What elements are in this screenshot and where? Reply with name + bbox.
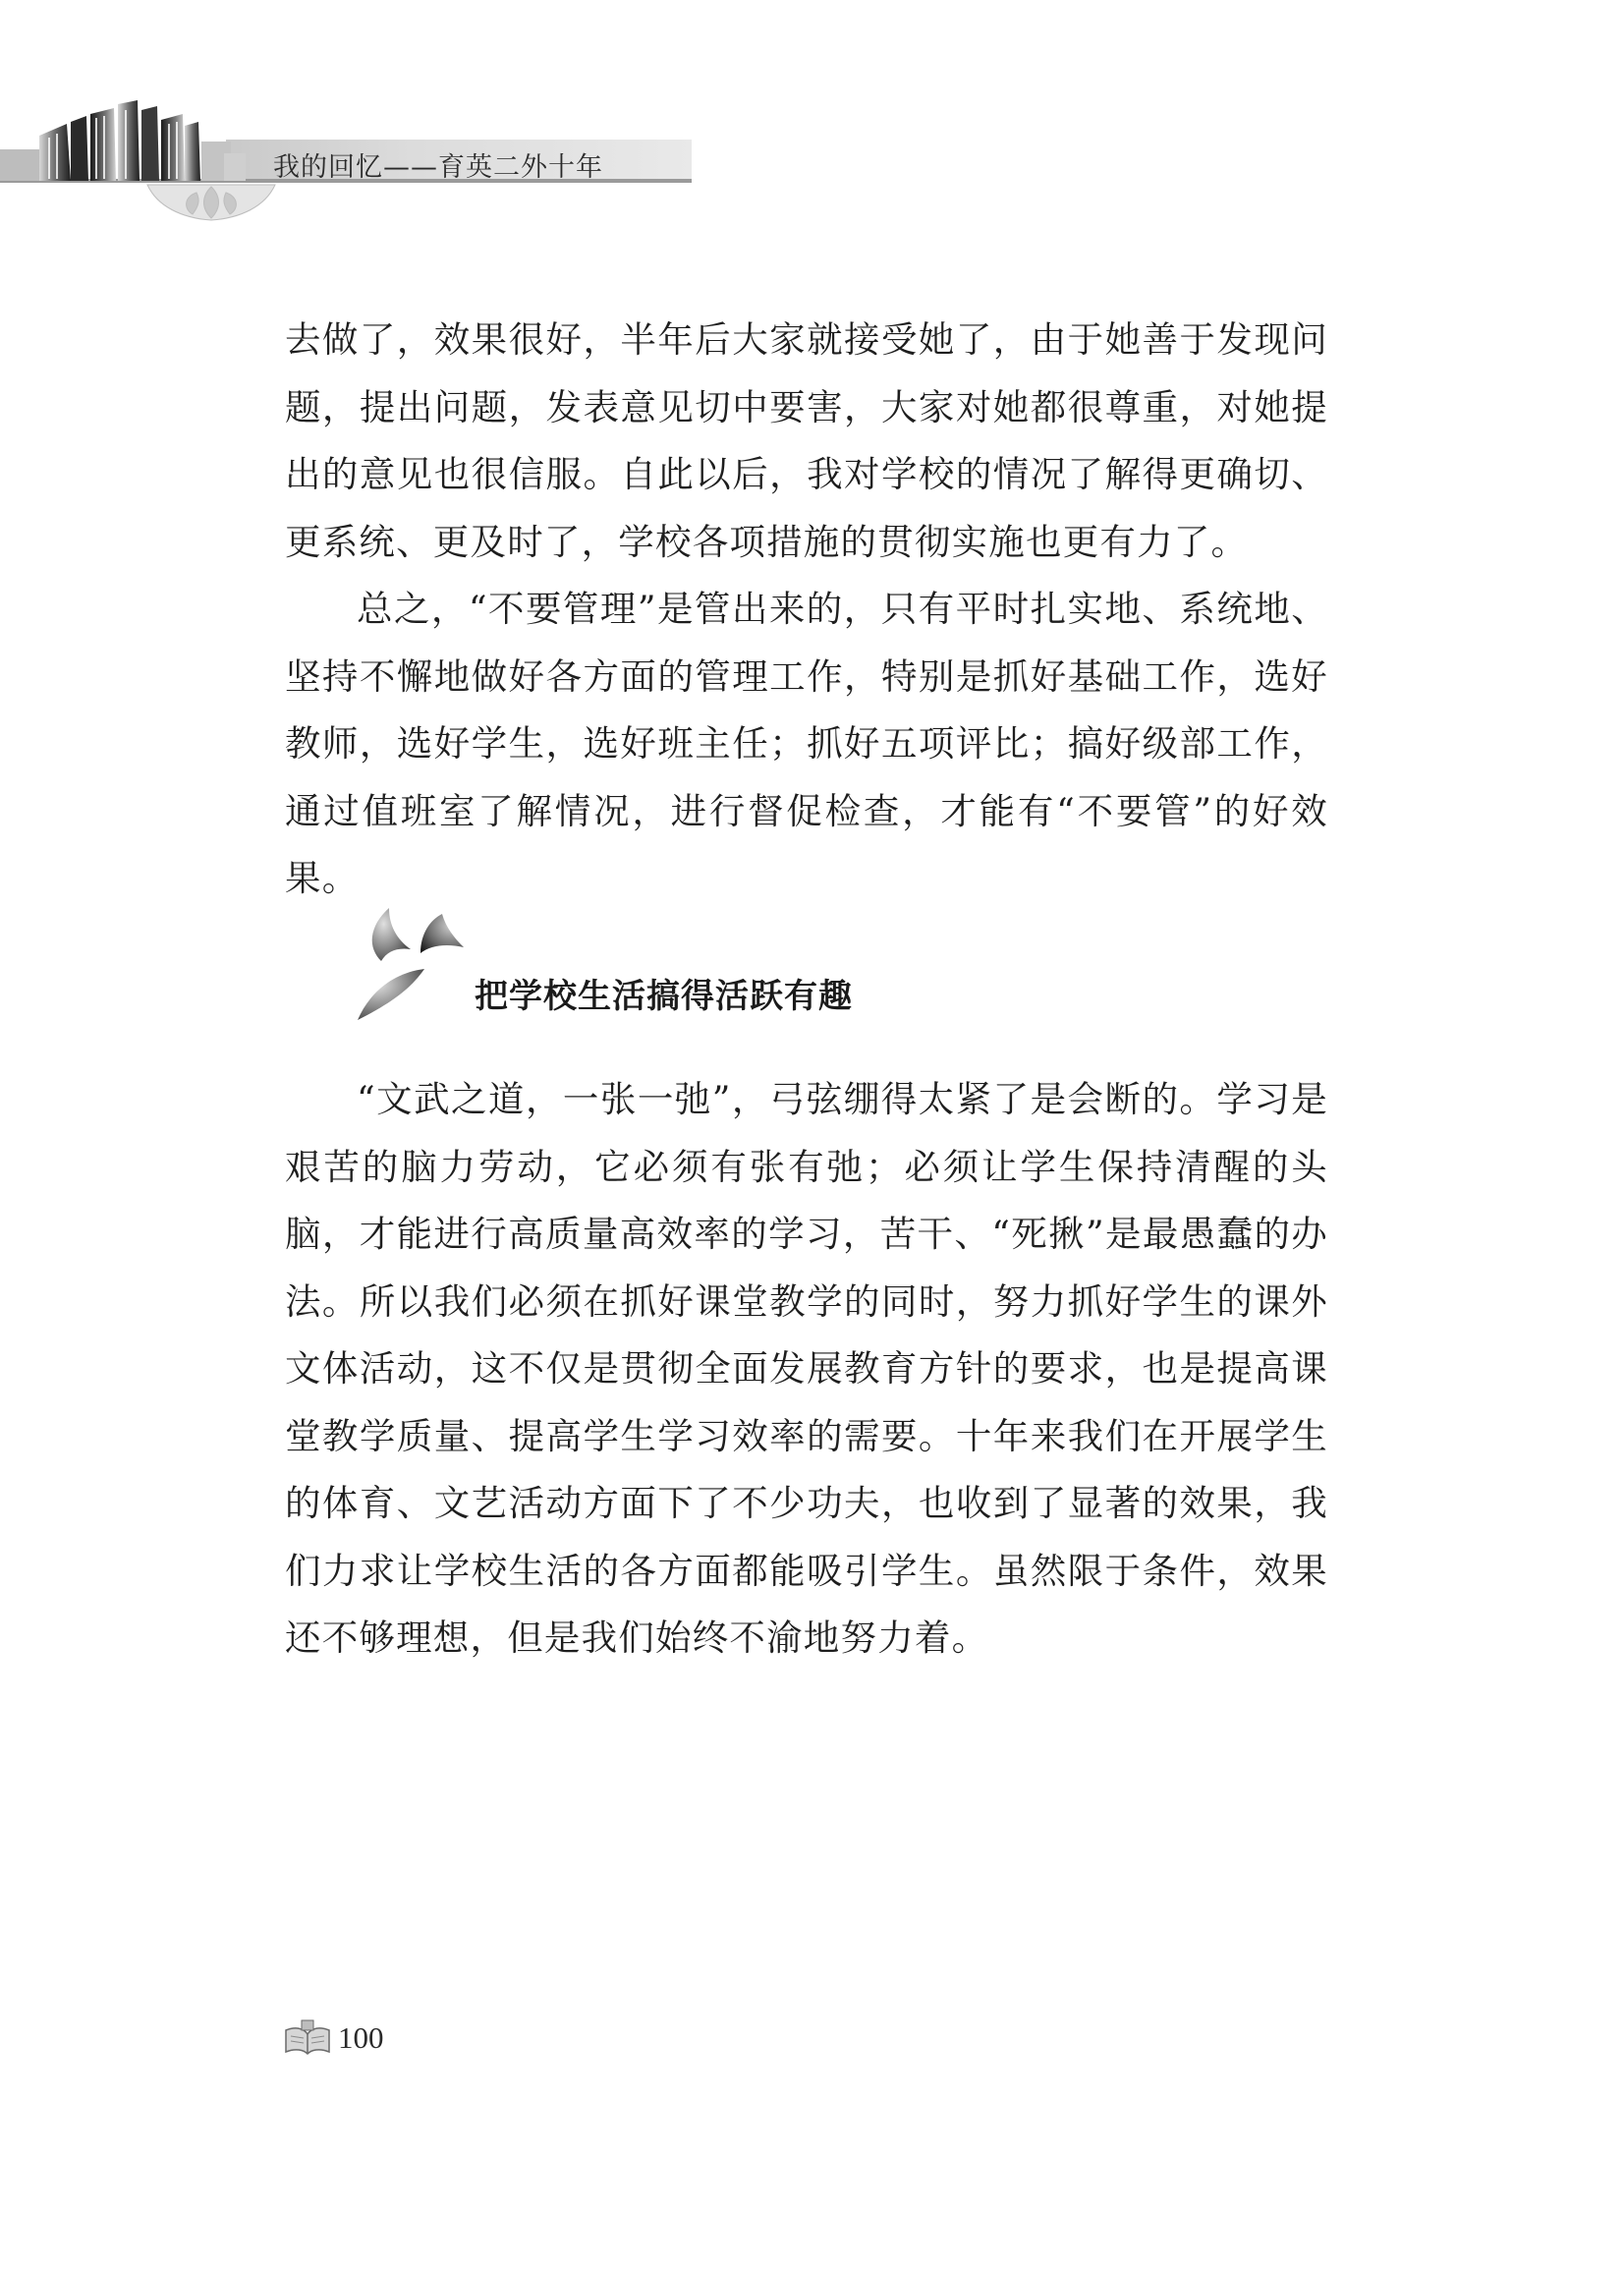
open-book-icon bbox=[282, 2018, 333, 2058]
swirl-leaf-icon bbox=[352, 904, 470, 1032]
section-title: 把学校生活搞得活跃有趣 bbox=[475, 977, 853, 1016]
header-title: 我的回忆——育英二外十年 bbox=[273, 152, 603, 183]
page-number: 100 bbox=[338, 2020, 384, 2055]
page-footer bbox=[282, 2015, 478, 2064]
section-heading bbox=[352, 904, 1039, 1032]
paragraph: 总之，“不要管理”是管出来的，只有平时扎实地、系统地、坚持不懈地做好各方面的管理工作，特别是抓好基础工作，选好教师，选好学生，选好班主任；抓好五项评比；搞好级部工作，通过值班室了解情况，进行督促检查，才能有“不要管”的好效果。 bbox=[285, 588, 1328, 899]
paragraph: 去做了，效果很好，半年后大家就接受她了，由于她善于发现问题，提出问题，发表意见切中要害，大家对她都很尊重，对她提出的意见也很信服。自此以后，我对学校的情况了解得更确切、更系统、更及时了，学校各项措施的贯彻实施也更有力了。 bbox=[285, 318, 1328, 563]
body-text-bottom bbox=[285, 1066, 1328, 1673]
body-text-top bbox=[285, 307, 1328, 913]
paragraph: “文武之道，一张一弛”，弓弦绷得太紧了是会断的。学习是艰苦的脑力劳动，它必须有张有弛；必须让学生保持清醒的头脑，才能进行高质量高效率的学习，苦干、“死揪”是最愚蠢的办法。所以我们必须在抓好课堂教学的同时，努力抓好学生的课外文体活动，这不仅是贯彻全面发展教育方针的要求，也是提高课堂教学质量、提高学生学习效率的需要。十年来我们在开展学生的体育、文艺活动方面下了不少功夫，也收到了显著的效果，我们力求让学校生活的各方面都能吸引学生。虽然限于条件，效果还不够理想，但是我们始终不渝地努力着。 bbox=[285, 1078, 1328, 1659]
running-header bbox=[0, 98, 707, 236]
